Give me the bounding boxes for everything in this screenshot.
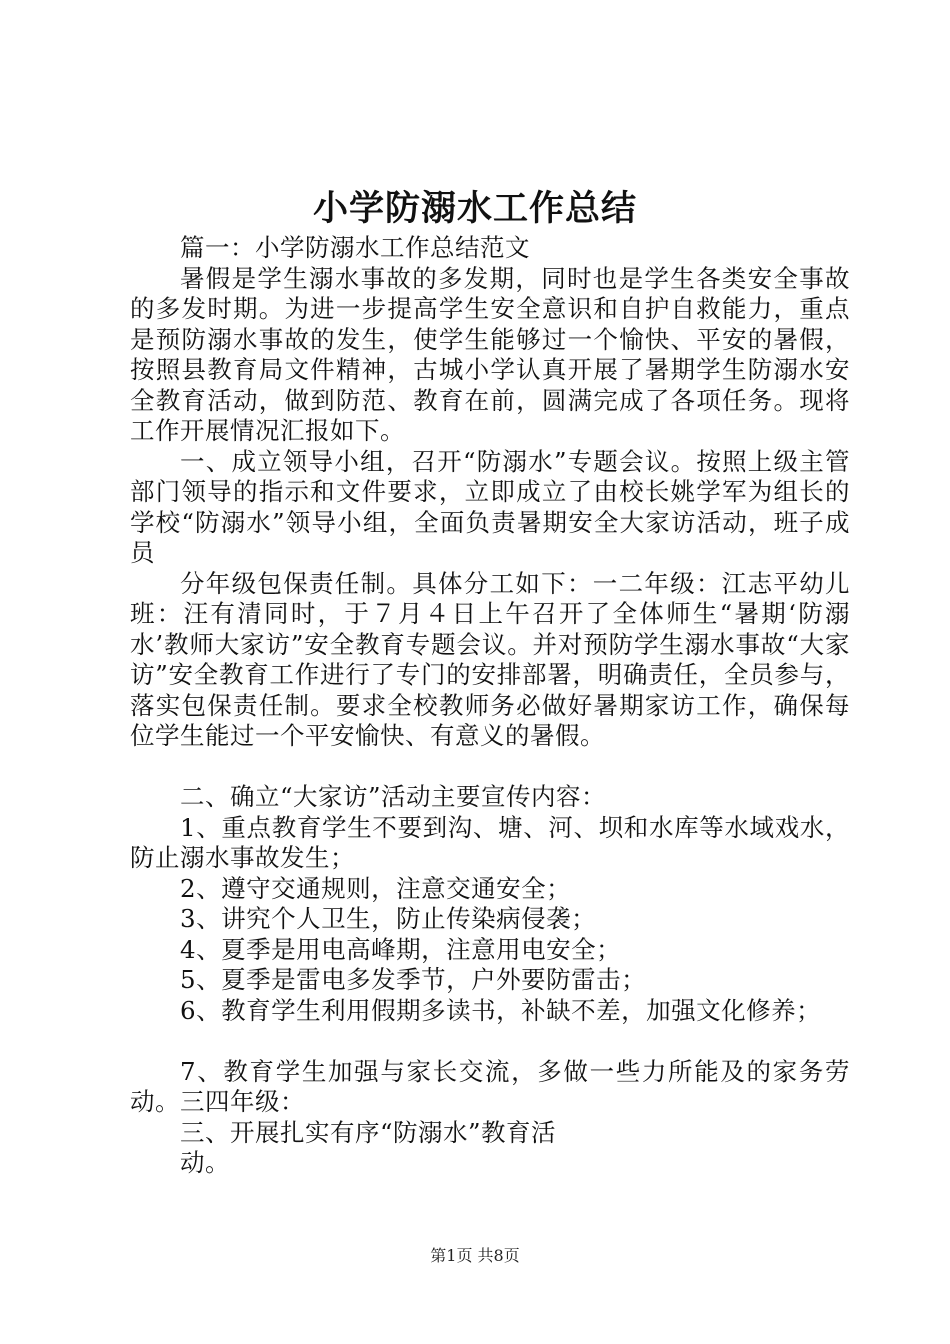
paragraph-subtitle: 篇一：小学防溺水工作总结范文 xyxy=(180,233,530,262)
paragraph-section-three: 三、开展扎实有序“防溺水”教育活 xyxy=(180,1117,557,1147)
list-item: 5、夏季是雷电多发季节，户外要防雷击； xyxy=(180,965,647,994)
paragraph-section-two: 二、确立“大家访”活动主要宣传内容： xyxy=(180,782,607,811)
list-item: 7、教育学生加强与家长交流，多做一些力所能及的家务劳动。三四年级： xyxy=(130,1056,850,1116)
list-item: 2、遵守交通规则，注意交通安全； xyxy=(180,873,572,903)
blank-line xyxy=(130,1026,850,1057)
page-number-footer: 第1页 共8页 xyxy=(430,1246,520,1265)
document-body xyxy=(130,233,850,1179)
document-title: 小学防溺水工作总结 xyxy=(312,188,637,229)
list-item: 3、讲究个人卫生，防止传染病侵袭； xyxy=(180,904,597,933)
paragraph-continuation: 动。 xyxy=(180,1148,230,1177)
paragraph-section-one: 一、成立领导小组，召开“防溺水”专题会议。按照上级主管部门领导的指示和文件要求，立即成立了由校长姚学军为组长的学校“防溺水”领导小组，全面负责暑期安全大家访活动，班子成员 xyxy=(130,446,850,567)
list-item: 6、教育学生利用假期多读书，补缺不差，加强文化修养； xyxy=(180,995,822,1025)
list-item: 4、夏季是用电高峰期，注意用电安全； xyxy=(180,934,622,964)
paragraph-division: 分年级包保责任制。具体分工如下：一二年级：江志平幼儿班：汪有清同时，于７月４日上午召开了全体师生“暑期‘防溺水’教师大家访”安全教育专题会议。并对预防学生溺水事故“大家访”安全教育工作进行了专门的安排部署，明确责任，全员参与，落实包保责任制。要求全校教师务必做好暑期家访工作，确保每位学生能过一个平安愉快、有意义的暑假。 xyxy=(130,568,850,750)
paragraph-intro: 暑假是学生溺水事故的多发期，同时也是学生各类安全事故的多发时期。为进一步提高学生安全意识和自护自救能力，重点是预防溺水事故的发生，使学生能够过一个愉快、平安的暑假，按照县教育局文件精神，古城小学认真开展了暑期学生防溺水安全教育活动，做到防范、教育在前，圆满完成了各项任务。现将工作开展情况汇报如下。 xyxy=(130,263,850,445)
list-item: 1、重点教育学生不要到沟、塘、河、坝和水库等水域戏水，防止溺水事故发生； xyxy=(130,812,850,872)
blank-line xyxy=(130,752,850,783)
